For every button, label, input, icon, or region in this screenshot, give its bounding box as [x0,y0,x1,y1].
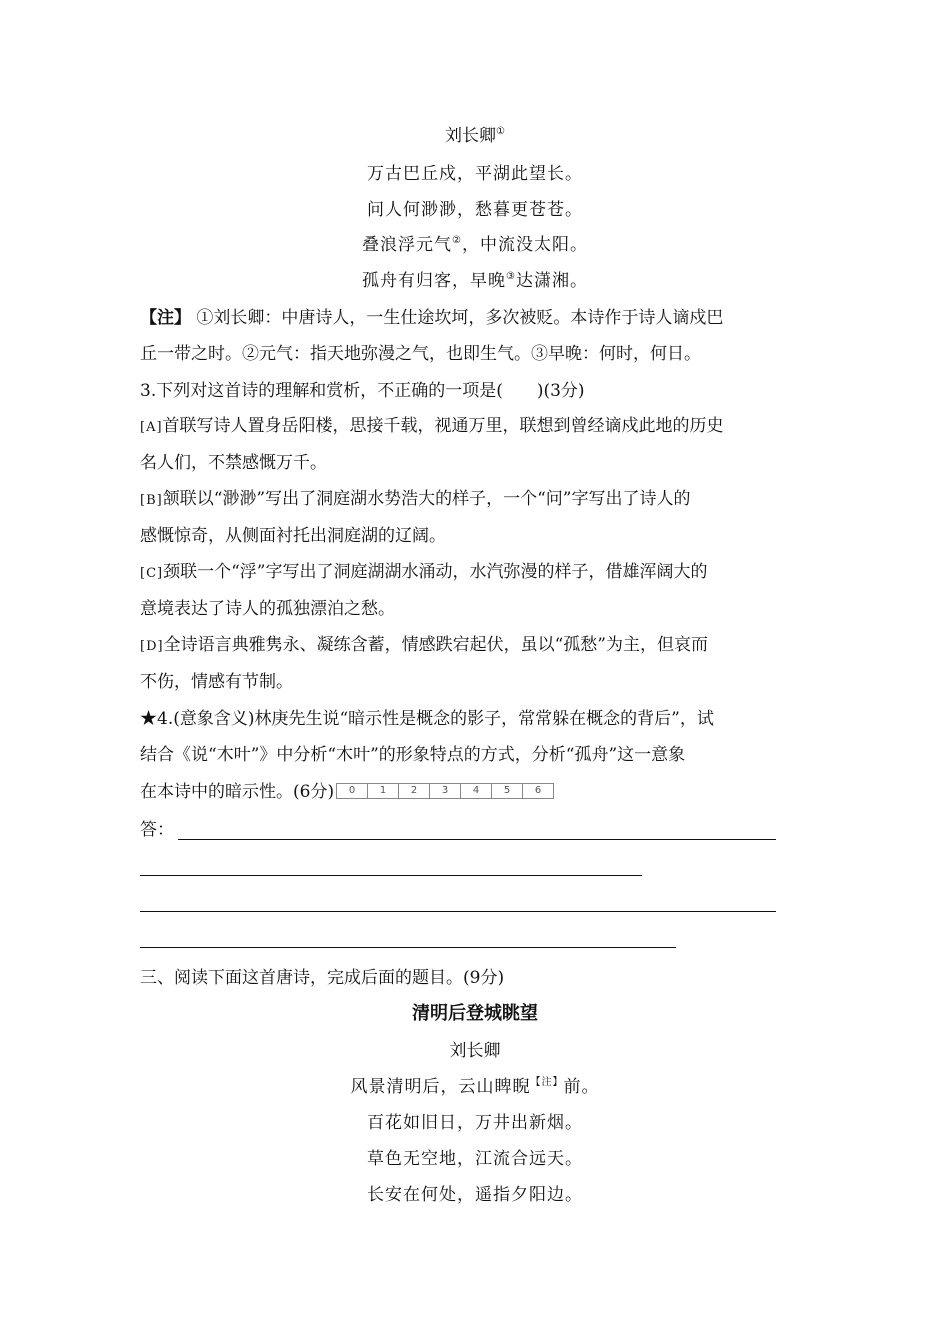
score-box[interactable]: 6 [534,785,542,796]
q3-option-d-cont: 不伤，情感有节制。 [140,672,293,692]
answer-label: 答： [140,820,174,840]
answer-line-2[interactable] [140,875,642,876]
poem1-author: 刘长卿① [445,126,505,146]
option-label: [A] [140,420,163,435]
score-box[interactable]: 2 [399,784,430,798]
poem1-line-3: 叠浪浮元气②，中流没太阳。 [362,235,588,255]
poem2-line-1: 风景清明后，云山睥睨$^{【注】}$前。 [350,1077,600,1097]
q3-option-b[interactable]: [B]颔联以“渺渺”写出了洞庭湖水势浩大的样子，一个“问”字写出了诗人的 [140,489,691,509]
answer-line-4[interactable] [140,947,676,948]
poem2-line-2: 百花如旧日，万井出新烟。 [367,1113,583,1133]
score-box[interactable]: 1 [368,784,399,798]
poem2-title: 清明后登城眺望 [412,1003,538,1024]
q4-line-1: ★4.(意象含义)林庚先生说“暗示性是概念的影子，常常躲在概念的背后”，试 [140,709,714,729]
q3-stem: 3.下列对这首诗的理解和赏析，不正确的一项是( )(3分) [140,381,585,401]
q4-line-3: 在本诗中的暗示性。(6分) 0 1 2 3 4 5 6 [140,780,810,804]
option-label: [C] [140,566,164,581]
poem2-line-3: 草色无空地，江流合远天。 [367,1149,583,1169]
q3-option-b-cont: 感慨惊奇，从侧面衬托出洞庭湖的辽阔。 [140,526,446,546]
score-box[interactable]: 0 [337,784,368,798]
note-line-2: 丘一带之时。②元气：指天地弥漫之气，也即生气。③早晚：何时，何日。 [140,344,701,364]
note-tag: 【注】 [140,308,191,328]
answer-line-1[interactable] [178,839,776,840]
q3-option-c[interactable]: [C]颈联一个“浮”字写出了洞庭湖湖水涌动，水汽弥漫的样子，借雄浑阔大的 [140,562,708,582]
section3-heading: 三、阅读下面这首唐诗，完成后面的题目。(9分) [140,968,505,988]
poem1-line-2: 问人何渺渺，愁暮更苍苍。 [367,200,583,220]
poem1-line-4: 孤舟有归客，早晚③达潇湘。 [362,271,588,291]
score-box[interactable]: 3 [430,784,461,798]
note-line-1: 【注】 ①刘长卿：中唐诗人，一生仕途坎坷，多次被贬。本诗作于诗人谪戍巴 [140,308,724,328]
q3-option-c-cont: 意境表达了诗人的孤独漂泊之愁。 [140,599,395,619]
score-box[interactable]: 4 [461,784,492,798]
answer-line-3[interactable] [140,911,776,912]
option-label: [D] [140,639,164,654]
poem1-line-1: 万古巴丘戍，平湖此望长。 [367,164,583,184]
option-label: [B] [140,493,163,508]
q3-option-a[interactable]: [A]首联写诗人置身岳阳楼，思接千载，视通万里，联想到曾经谪戍此地的历史 [140,416,724,436]
q3-option-d[interactable]: [D]全诗语言典雅隽永、凝练含蓄，情感跌宕起伏，虽以“孤愁”为主，但哀而 [140,635,708,655]
poem2-author: 刘长卿 [449,1041,501,1061]
q4-line-2: 结合《说“木叶”》中分析“木叶”的形象特点的方式，分析“孤舟”这一意象 [140,745,686,765]
score-box[interactable]: 5 [492,784,523,798]
poem2-line-4: 长安在何处，遥指夕阳边。 [367,1185,583,1205]
q3-option-a-cont: 名人们，不禁感慨万千。 [140,453,327,473]
score-boxes [336,783,554,799]
